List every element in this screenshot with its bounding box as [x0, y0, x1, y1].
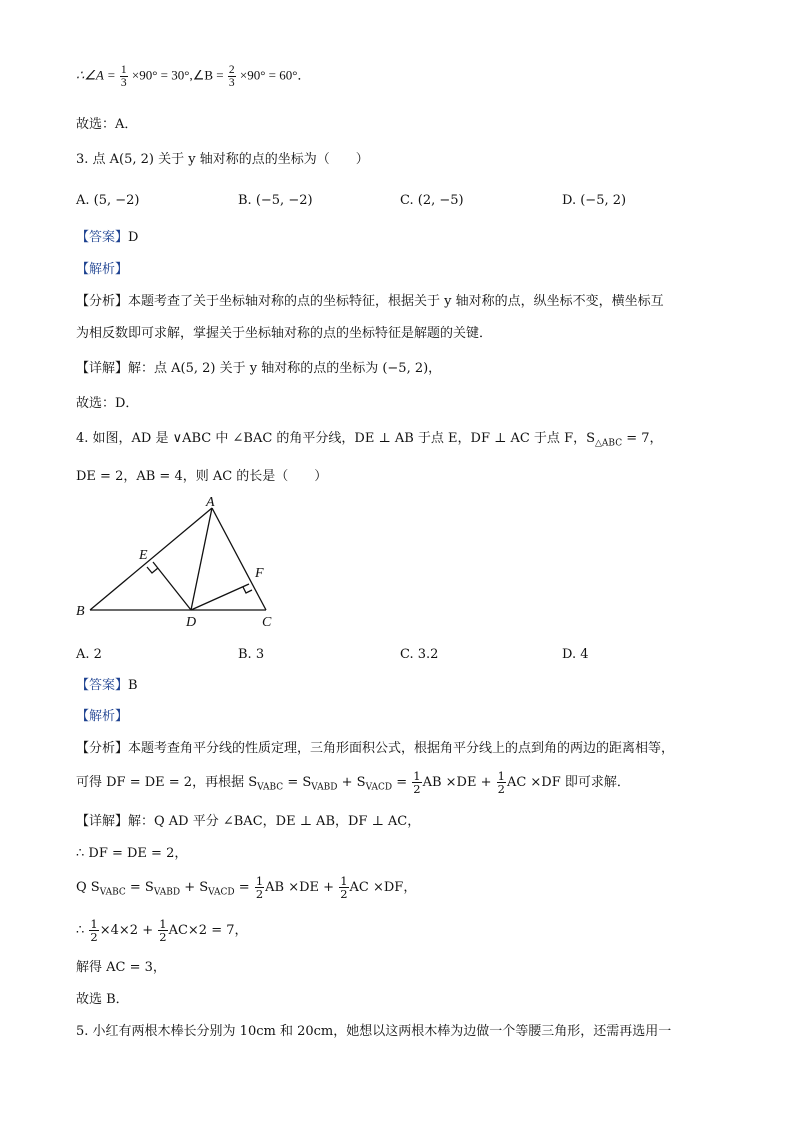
jiexi-4: 【解析】: [76, 709, 129, 724]
subscript: △ABC: [595, 438, 623, 449]
analysis-4-line2: [76, 770, 630, 795]
answer-4: [76, 679, 138, 692]
detail-3: 【详解】解：点 A(5, 2) 关于 y 轴对称的点的坐标为 (−5, 2)，: [76, 361, 442, 376]
text: ×90° = 30°,∠B =: [131, 67, 224, 83]
text: AC×2 = 7，: [168, 923, 248, 939]
text: AC ×DF 即可求解．: [506, 775, 630, 791]
label-e: E: [139, 548, 148, 563]
answer-value: D: [128, 230, 139, 245]
detail-4-line5: 解得 AC = 3，: [76, 960, 166, 975]
fraction-half: $\frac{1}{2}$: [159, 917, 167, 945]
text: = S: [125, 880, 154, 896]
question-3: 3. 点 A(5, 2) 关于 y 轴对称的点的坐标为（ ）: [76, 152, 369, 167]
text: ∴: [76, 923, 85, 939]
fraction-1-3: $\frac{1}{3}$: [120, 64, 127, 90]
solution-line-angles: [76, 64, 310, 89]
label-a: A: [206, 496, 215, 510]
analysis-4-line1: 【分析】本题考查角平分线的性质定理，三角形面积公式，根据角平分线上的点到角的两边的距离相等，: [76, 741, 675, 756]
text: Q S: [76, 880, 100, 896]
text: =: [392, 775, 408, 791]
option-d: D. 4: [562, 647, 589, 662]
question-4-line2: DE = 2，AB = 4，则 AC 的长是（ ）: [76, 469, 328, 484]
text: AB ×DE +: [422, 775, 492, 791]
label-d: D: [186, 615, 197, 630]
text: 可得 DF = DE = 2，再根据 S: [76, 775, 258, 791]
option-a: A. (5, −2): [76, 193, 140, 208]
right-angle-mark-e: [147, 567, 158, 573]
text: AC ×DF，: [349, 880, 417, 896]
segment-df: [191, 584, 249, 610]
right-angle-mark-f: [243, 587, 252, 593]
text: ×90° = 60°．: [239, 67, 311, 83]
subscript: VABD: [153, 887, 181, 898]
detail-4-line4: [76, 918, 248, 943]
subscript: VABC: [257, 782, 284, 793]
subscript: VABC: [99, 887, 126, 898]
detail-4-line6: 故选 B．: [76, 992, 129, 1007]
fraction-half: $\frac{1}{2}$: [413, 769, 421, 797]
label-b: B: [76, 604, 85, 619]
option-c: C. (2, −5): [400, 193, 464, 208]
text: 4. 如图，AD 是 ∨ABC 中 ∠BAC 的角平分线，DE ⊥ AB 于点 E，DF ⊥ AC 于点 F，S: [76, 431, 595, 446]
text: + S: [180, 880, 209, 896]
fraction-2-3: $\frac{2}{3}$: [228, 64, 235, 90]
fraction-half: $\frac{1}{2}$: [90, 917, 98, 945]
segment-de: [153, 562, 191, 610]
segment-ac: [212, 508, 266, 610]
triangle-figure: [70, 496, 310, 636]
option-b: B. (−5, −2): [238, 193, 313, 208]
detail-4-line3: [76, 875, 416, 900]
fraction-half: $\frac{1}{2}$: [340, 874, 348, 902]
text: + S: [337, 775, 366, 791]
jiexi-3: 【解析】: [76, 262, 129, 277]
option-c: C. 3.2: [400, 647, 439, 662]
choice-line: 故选：A．: [76, 117, 138, 132]
analysis-3-line1: 【分析】本题考查了关于坐标轴对称的点的坐标特征，根据关于 y 轴对称的点，纵坐标不变，横坐标互: [76, 294, 664, 309]
text: ∴∠A =: [76, 67, 116, 83]
option-b: B. 3: [238, 647, 265, 662]
detail-4-line2: ∴ DF = DE = 2，: [76, 846, 188, 861]
question-4-line1: [76, 432, 663, 449]
subscript: VABD: [311, 782, 338, 793]
analysis-3-line2: 为相反数即可求解，掌握关于坐标轴对称的点的坐标特征是解题的关键．: [76, 326, 493, 341]
question-5: 5. 小红有两根木棒长分别为 10cm 和 20cm，她想以这两根木棒为边做一个等腰三角形，还需再选用一: [76, 1024, 672, 1039]
answer-3: [76, 231, 138, 244]
option-a: A. 2: [76, 647, 102, 662]
subscript: VACD: [208, 887, 235, 898]
answer-value: B: [128, 678, 138, 693]
subscript: VACD: [365, 782, 393, 793]
fraction-half: $\frac{1}{2}$: [497, 769, 505, 797]
option-d: D. (−5, 2): [562, 193, 627, 208]
text: AB ×DE +: [265, 880, 335, 896]
text: = S: [283, 775, 312, 791]
text: = 7，: [622, 431, 663, 446]
fraction-half: $\frac{1}{2}$: [255, 874, 264, 902]
label-c: C: [262, 615, 272, 630]
text: ×4×2 +: [99, 923, 154, 939]
answer-label: 【答案】: [76, 678, 129, 693]
text: =: [234, 880, 250, 896]
detail-4-line1: 【详解】解：Q AD 平分 ∠BAC，DE ⊥ AB，DF ⊥ AC，: [76, 814, 421, 829]
choice-3: 故选：D．: [76, 396, 139, 411]
answer-label: 【答案】: [76, 230, 129, 245]
label-f: F: [255, 566, 264, 581]
